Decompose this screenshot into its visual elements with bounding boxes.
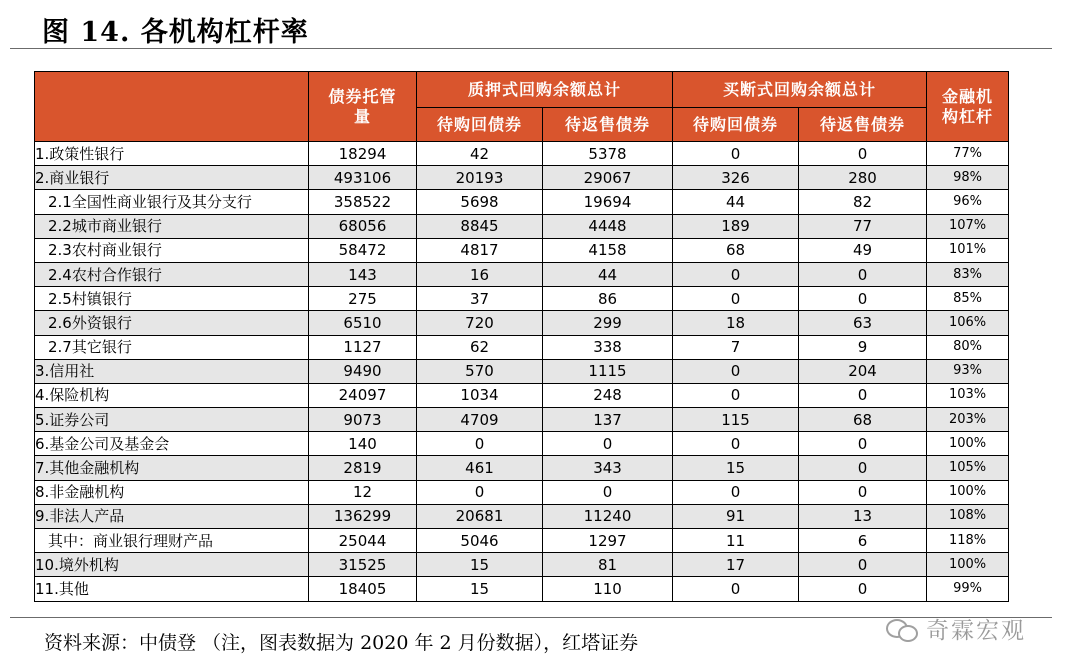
custody-value: 143 xyxy=(309,262,417,286)
header-pledged-repurchase: 待购回债券 xyxy=(417,108,543,142)
outright-return-value: 0 xyxy=(799,142,927,166)
pledged-repurchase-value: 720 xyxy=(417,311,543,335)
leverage-value: 100% xyxy=(927,432,1009,456)
leverage-value: 96% xyxy=(927,190,1009,214)
pledged-repurchase-value: 5698 xyxy=(417,190,543,214)
outright-repurchase-value: 0 xyxy=(673,577,799,601)
header-institution xyxy=(35,72,309,142)
watermark xyxy=(886,612,1026,645)
table-row xyxy=(35,456,1009,480)
row-label: 2.5村镇银行 xyxy=(35,287,309,311)
pledged-repurchase-value: 37 xyxy=(417,287,543,311)
leverage-value: 103% xyxy=(927,383,1009,407)
custody-value: 358522 xyxy=(309,190,417,214)
pledged-return-value: 299 xyxy=(543,311,673,335)
figure-title: 图 14. 各机构杠杆率 xyxy=(42,17,309,48)
outright-return-value: 0 xyxy=(799,262,927,286)
header-custody xyxy=(309,72,417,142)
header-pledged-group: 质押式回购余额总计 xyxy=(417,72,673,108)
leverage-value: 100% xyxy=(927,553,1009,577)
table-row xyxy=(35,359,1009,383)
row-label: 2.商业银行 xyxy=(35,166,309,190)
row-label: 5.证券公司 xyxy=(35,408,309,432)
pledged-repurchase-value: 570 xyxy=(417,359,543,383)
custody-value: 275 xyxy=(309,287,417,311)
leverage-value: 77% xyxy=(927,142,1009,166)
pledged-repurchase-value: 8845 xyxy=(417,214,543,238)
wechat-icon xyxy=(886,616,920,642)
row-label: 2.7其它银行 xyxy=(35,335,309,359)
leverage-table xyxy=(34,71,1009,602)
header-leverage xyxy=(927,72,1009,142)
outright-repurchase-value: 68 xyxy=(673,238,799,262)
table-row xyxy=(35,480,1009,504)
outright-return-value: 0 xyxy=(799,553,927,577)
custody-value: 6510 xyxy=(309,311,417,335)
pledged-repurchase-value: 15 xyxy=(417,577,543,601)
pledged-return-value: 44 xyxy=(543,262,673,286)
row-label: 3.信用社 xyxy=(35,359,309,383)
header-custody-line2: 量 xyxy=(353,106,371,126)
leverage-value: 85% xyxy=(927,287,1009,311)
outright-return-value: 13 xyxy=(799,504,927,528)
outright-repurchase-value: 17 xyxy=(673,553,799,577)
pledged-repurchase-value: 0 xyxy=(417,432,543,456)
row-label: 8.非金融机构 xyxy=(35,480,309,504)
pledged-repurchase-value: 20681 xyxy=(417,504,543,528)
outright-repurchase-value: 189 xyxy=(673,214,799,238)
watermark-text: 奇霖宏观 xyxy=(926,618,1026,644)
table-row xyxy=(35,383,1009,407)
leverage-value: 83% xyxy=(927,262,1009,286)
custody-value: 31525 xyxy=(309,553,417,577)
row-label: 2.6外资银行 xyxy=(35,311,309,335)
custody-value: 58472 xyxy=(309,238,417,262)
row-label: 2.1全国性商业银行及其分支行 xyxy=(35,190,309,214)
pledged-repurchase-value: 42 xyxy=(417,142,543,166)
outright-return-value: 0 xyxy=(799,383,927,407)
row-label: 10.境外机构 xyxy=(35,553,309,577)
outright-repurchase-value: 0 xyxy=(673,383,799,407)
header-outright-return: 待返售债券 xyxy=(799,108,927,142)
table-row xyxy=(35,262,1009,286)
pledged-return-value: 29067 xyxy=(543,166,673,190)
outright-repurchase-value: 0 xyxy=(673,432,799,456)
row-label: 6.基金公司及基金会 xyxy=(35,432,309,456)
outright-repurchase-value: 0 xyxy=(673,359,799,383)
custody-value: 9073 xyxy=(309,408,417,432)
outright-return-value: 0 xyxy=(799,480,927,504)
custody-value: 18405 xyxy=(309,577,417,601)
row-label: 11.其他 xyxy=(35,577,309,601)
pledged-repurchase-value: 0 xyxy=(417,480,543,504)
pledged-return-value: 11240 xyxy=(543,504,673,528)
outright-repurchase-value: 0 xyxy=(673,480,799,504)
pledged-repurchase-value: 4709 xyxy=(417,408,543,432)
custody-value: 493106 xyxy=(309,166,417,190)
header-custody-line1: 债券托管 xyxy=(328,86,397,106)
table-row xyxy=(35,142,1009,166)
header-pledged-return: 待返售债券 xyxy=(543,108,673,142)
outright-return-value: 77 xyxy=(799,214,927,238)
leverage-value: 105% xyxy=(927,456,1009,480)
leverage-value: 106% xyxy=(927,311,1009,335)
table-row xyxy=(35,335,1009,359)
pledged-return-value: 4158 xyxy=(543,238,673,262)
custody-value: 2819 xyxy=(309,456,417,480)
outright-repurchase-value: 18 xyxy=(673,311,799,335)
leverage-value: 107% xyxy=(927,214,1009,238)
pledged-return-value: 343 xyxy=(543,456,673,480)
leverage-value: 101% xyxy=(927,238,1009,262)
custody-value: 9490 xyxy=(309,359,417,383)
pledged-repurchase-value: 461 xyxy=(417,456,543,480)
outright-return-value: 0 xyxy=(799,577,927,601)
row-label: 7.其他金融机构 xyxy=(35,456,309,480)
table-row xyxy=(35,504,1009,528)
leverage-value: 100% xyxy=(927,480,1009,504)
leverage-value: 118% xyxy=(927,529,1009,553)
outright-repurchase-value: 0 xyxy=(673,287,799,311)
pledged-return-value: 0 xyxy=(543,480,673,504)
header-leverage-line2: 构杠杆 xyxy=(942,106,994,126)
table-row xyxy=(35,432,1009,456)
pledged-return-value: 0 xyxy=(543,432,673,456)
leverage-value: 93% xyxy=(927,359,1009,383)
outright-return-value: 0 xyxy=(799,456,927,480)
row-label: 2.4农村合作银行 xyxy=(35,262,309,286)
pledged-repurchase-value: 5046 xyxy=(417,529,543,553)
pledged-return-value: 338 xyxy=(543,335,673,359)
outright-repurchase-value: 326 xyxy=(673,166,799,190)
pledged-return-value: 4448 xyxy=(543,214,673,238)
table-row xyxy=(35,190,1009,214)
source-note: 资料来源：中债登 （注，图表数据为 2020 年 2 月份数据），红塔证券 xyxy=(44,632,639,654)
row-label: 1.政策性银行 xyxy=(35,142,309,166)
pledged-return-value: 1115 xyxy=(543,359,673,383)
leverage-value: 203% xyxy=(927,408,1009,432)
top-divider xyxy=(10,48,1052,49)
header-outright-repurchase: 待购回债券 xyxy=(673,108,799,142)
custody-value: 1127 xyxy=(309,335,417,359)
table-row xyxy=(35,214,1009,238)
pledged-repurchase-value: 16 xyxy=(417,262,543,286)
leverage-value: 99% xyxy=(927,577,1009,601)
table-row xyxy=(35,529,1009,553)
outright-return-value: 49 xyxy=(799,238,927,262)
custody-value: 24097 xyxy=(309,383,417,407)
row-label: 4.保险机构 xyxy=(35,383,309,407)
pledged-return-value: 110 xyxy=(543,577,673,601)
outright-return-value: 6 xyxy=(799,529,927,553)
pledged-repurchase-value: 62 xyxy=(417,335,543,359)
outright-repurchase-value: 115 xyxy=(673,408,799,432)
outright-repurchase-value: 11 xyxy=(673,529,799,553)
outright-return-value: 68 xyxy=(799,408,927,432)
outright-return-value: 0 xyxy=(799,432,927,456)
pledged-return-value: 248 xyxy=(543,383,673,407)
table-row xyxy=(35,553,1009,577)
pledged-return-value: 81 xyxy=(543,553,673,577)
outright-return-value: 204 xyxy=(799,359,927,383)
custody-value: 68056 xyxy=(309,214,417,238)
leverage-value: 80% xyxy=(927,335,1009,359)
leverage-value: 98% xyxy=(927,166,1009,190)
row-label: 9.非法人产品 xyxy=(35,504,309,528)
row-label: 2.2城市商业银行 xyxy=(35,214,309,238)
outright-return-value: 280 xyxy=(799,166,927,190)
header-leverage-line1: 金融机 xyxy=(942,86,994,106)
outright-repurchase-value: 91 xyxy=(673,504,799,528)
outright-repurchase-value: 0 xyxy=(673,262,799,286)
pledged-repurchase-value: 1034 xyxy=(417,383,543,407)
header-outright-group: 买断式回购余额总计 xyxy=(673,72,927,108)
outright-repurchase-value: 15 xyxy=(673,456,799,480)
outright-return-value: 63 xyxy=(799,311,927,335)
row-label: 2.3农村商业银行 xyxy=(35,238,309,262)
custody-value: 18294 xyxy=(309,142,417,166)
pledged-return-value: 19694 xyxy=(543,190,673,214)
pledged-return-value: 86 xyxy=(543,287,673,311)
table-row xyxy=(35,311,1009,335)
outright-return-value: 0 xyxy=(799,287,927,311)
custody-value: 12 xyxy=(309,480,417,504)
table-row xyxy=(35,408,1009,432)
outright-return-value: 82 xyxy=(799,190,927,214)
outright-repurchase-value: 0 xyxy=(673,142,799,166)
pledged-return-value: 5378 xyxy=(543,142,673,166)
table-row xyxy=(35,577,1009,601)
pledged-return-value: 137 xyxy=(543,408,673,432)
table-row xyxy=(35,287,1009,311)
outright-repurchase-value: 7 xyxy=(673,335,799,359)
outright-return-value: 9 xyxy=(799,335,927,359)
table-row xyxy=(35,238,1009,262)
pledged-return-value: 1297 xyxy=(543,529,673,553)
custody-value: 140 xyxy=(309,432,417,456)
pledged-repurchase-value: 4817 xyxy=(417,238,543,262)
leverage-value: 108% xyxy=(927,504,1009,528)
row-label: 其中：商业银行理财产品 xyxy=(35,529,309,553)
pledged-repurchase-value: 15 xyxy=(417,553,543,577)
pledged-repurchase-value: 20193 xyxy=(417,166,543,190)
outright-repurchase-value: 44 xyxy=(673,190,799,214)
table-row xyxy=(35,166,1009,190)
header-row-1 xyxy=(35,72,1009,108)
custody-value: 136299 xyxy=(309,504,417,528)
custody-value: 25044 xyxy=(309,529,417,553)
